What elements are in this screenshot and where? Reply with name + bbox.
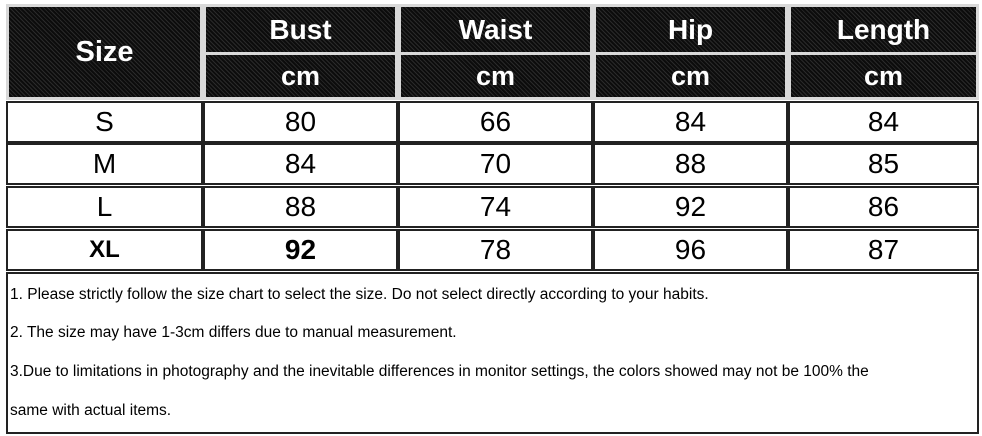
bust-unit: cm [280, 60, 321, 91]
bust-header [203, 4, 398, 100]
length-cell: 86 [788, 186, 979, 228]
size-cell: S [6, 101, 203, 143]
waist-unit: cm [475, 60, 516, 91]
table-row [6, 229, 979, 271]
bust-cell: 92 [203, 229, 398, 271]
notes-box [6, 272, 979, 434]
note-line: same with actual items. [10, 402, 172, 419]
bust-cell: 84 [203, 143, 398, 185]
hip-header [593, 4, 788, 100]
hip-cell: 88 [593, 143, 788, 185]
length-header-label: Length [791, 7, 976, 55]
note-line: 3.Due to limitations in photography and the inevitable differences in monitor settings, the colors showed may not be 100% the [10, 363, 869, 380]
size-chart [6, 4, 979, 434]
length-unit: cm [863, 60, 904, 91]
note-line: 2. The size may have 1-3cm differs due to manual measurement. [10, 324, 457, 341]
waist-cell: 66 [398, 101, 593, 143]
waist-cell: 74 [398, 186, 593, 228]
waist-cell: 78 [398, 229, 593, 271]
waist-cell: 70 [398, 143, 593, 185]
length-cell: 85 [788, 143, 979, 185]
table-row [6, 186, 979, 228]
hip-cell: 96 [593, 229, 788, 271]
length-header [788, 4, 979, 100]
hip-header-label: Hip [596, 7, 785, 55]
size-cell: XL [6, 229, 203, 271]
bust-header-label: Bust [206, 7, 395, 55]
size-cell: M [6, 143, 203, 185]
table-row [6, 143, 979, 185]
bust-cell: 80 [203, 101, 398, 143]
size-header-label: Size [75, 35, 134, 68]
waist-header [398, 4, 593, 100]
size-cell: L [6, 186, 203, 228]
note-line: 1. Please strictly follow the size chart to select the size. Do not select directly according to your habits. [10, 286, 709, 303]
waist-header-label: Waist [401, 7, 590, 55]
bust-cell: 88 [203, 186, 398, 228]
length-cell: 84 [788, 101, 979, 143]
hip-unit: cm [670, 60, 711, 91]
table-row [6, 101, 979, 143]
hip-cell: 92 [593, 186, 788, 228]
hip-cell: 84 [593, 101, 788, 143]
size-header [6, 4, 203, 100]
length-cell: 87 [788, 229, 979, 271]
